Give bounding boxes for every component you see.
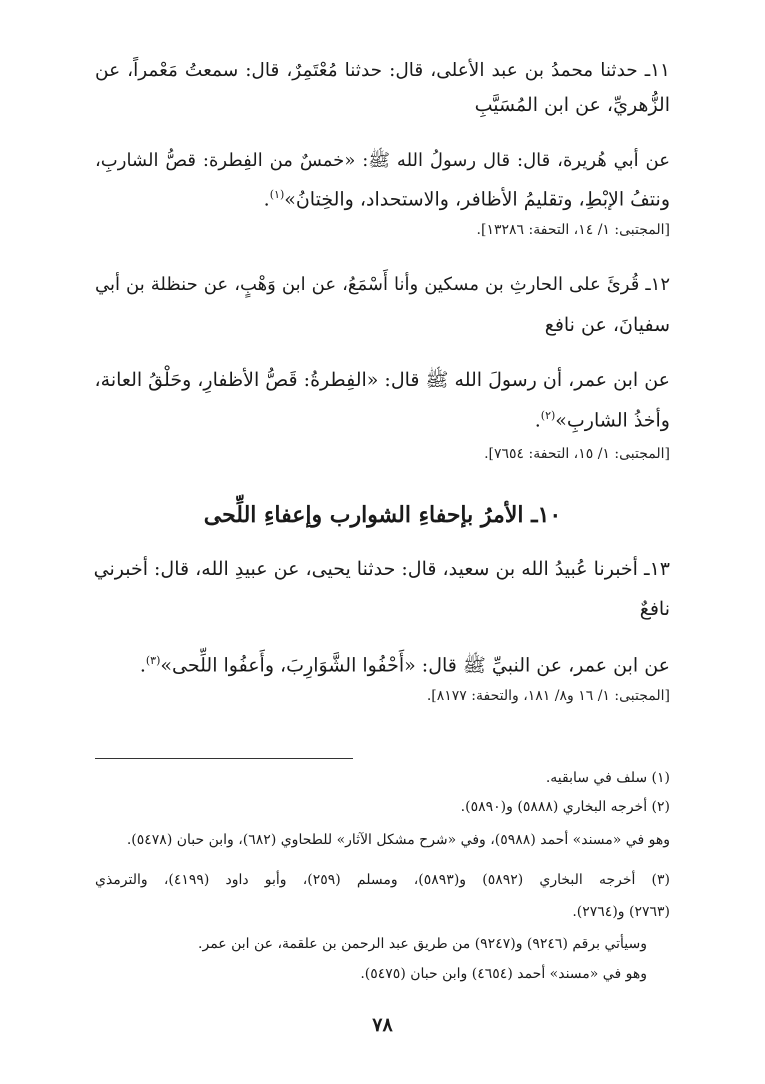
hadith-13-period: . [139, 654, 146, 677]
footnote-3-continuation-1: وسيأتي برقم (٩٢٤٦) و(٩٢٤٧) من طريق عبد الرحمن بن علقمة، عن ابن عمر. [198, 936, 647, 952]
hadith-13-matn-text: عن ابن عمر، عن النبيِّ ﷺ قال: «أَحْفُوا الشَّوَارِبَ، وأَعفُوا اللِّحى» [160, 654, 670, 677]
footnote-2: (٢) أخرجه البخاري (٥٨٨٨) و(٥٨٩٠). [460, 799, 670, 815]
chapter-heading: ١٠ـ الأمرُ بإحفاءِ الشوارب وإعفاءِ اللِّحى [203, 502, 562, 528]
hadith-11-isnad-line2: الزُّهريِّ، عن ابن المُسَيَّبِ [474, 94, 670, 116]
hadith-13-isnad-line1: ١٣ـ أخبرنا عُبيدُ الله بن سعيد، قال: حدثنا يحيى، عن عبيدِ الله، قال: أخبرني [93, 558, 670, 580]
footnote-separator [95, 758, 353, 759]
hadith-13-matn-line1 [95, 648, 670, 678]
footnote-1: (١) سلف في سابقيه. [545, 770, 670, 786]
hadith-12-reference: [المجتبى: ١/ ١٥، التحفة: ٧٦٥٤]. [484, 446, 670, 462]
hadith-12-matn-line1: عن ابن عمر، أن رسولَ الله ﷺ قال: «الفِطرةُ: قَصُّ الأظفارِ، وحَلْقُ العانة، [94, 369, 670, 391]
footnote-marker-3: (٣) [145, 654, 161, 667]
hadith-11-isnad-line1: ١١ـ حدثنا محمدُ بن عبد الأعلى، قال: حدثنا مُعْتَمِرٌ، قال: سمعتُ مَعْمراً، عن [95, 60, 670, 81]
footnote-marker-1: (١) [269, 188, 285, 201]
hadith-11-reference: [المجتبى: ١/ ١٤، التحفة: ١٣٢٨٦]. [476, 222, 670, 238]
hadith-12-isnad-line2: سفيانَ، عن نافع [544, 314, 670, 336]
footnote-3-continuation-2: وهو في «مسند» أحمد (٤٦٥٤) وابن حبان (٥٤٧٥). [360, 966, 647, 982]
hadith-12-period: . [534, 409, 541, 432]
hadith-11-matn-text: ونتفُ الإبْطِ، وتقليمُ الأظافر، والاستحداد، والخِتانُ» [284, 188, 670, 211]
footnote-3-wrap: (٢٧٦٣) و(٢٧٦٤). [572, 904, 670, 920]
hadith-11-matn-line2 [95, 182, 670, 212]
footnote-marker-2: (٢) [540, 409, 556, 422]
hadith-12-isnad-line1: ١٢ـ قُرئَ على الحارثِ بن مسكين وأنا أَسْمَعُ، عن ابن وَهْبٍ، عن حنظلة بن أبي [95, 274, 670, 295]
footnote-2-continuation: وهو في «مسند» أحمد (٥٩٨٨)، وفي «شرح مشكل الآثار» للطحاوي (٦٨٢)، وابن حبان (٥٤٧٨). [126, 832, 670, 848]
hadith-13-isnad-line2: نافعٌ [639, 598, 670, 620]
hadith-12-matn-text: وأخذُ الشاربِ» [555, 409, 670, 432]
hadith-13-reference: [المجتبى: ١/ ١٦ و٨/ ١٨١، والتحفة: ٨١٧٧]. [426, 688, 670, 704]
page-number: ٧٨ [372, 1014, 393, 1036]
hadith-12-matn-line2 [95, 403, 670, 433]
footnote-3: (٣) أخرجه البخاري (٥٨٩٢) و(٥٨٩٣)، ومسلم (٢٥٩)، وأبو داود (٤١٩٩)، والترمذي [95, 872, 670, 888]
hadith-11-period: . [263, 188, 270, 211]
hadith-11-matn-line1: عن أبي هُريرة، قال: قال رسولُ الله ﷺ: «خمسٌ من الفِطرة: قصُّ الشاربِ، [95, 150, 670, 171]
